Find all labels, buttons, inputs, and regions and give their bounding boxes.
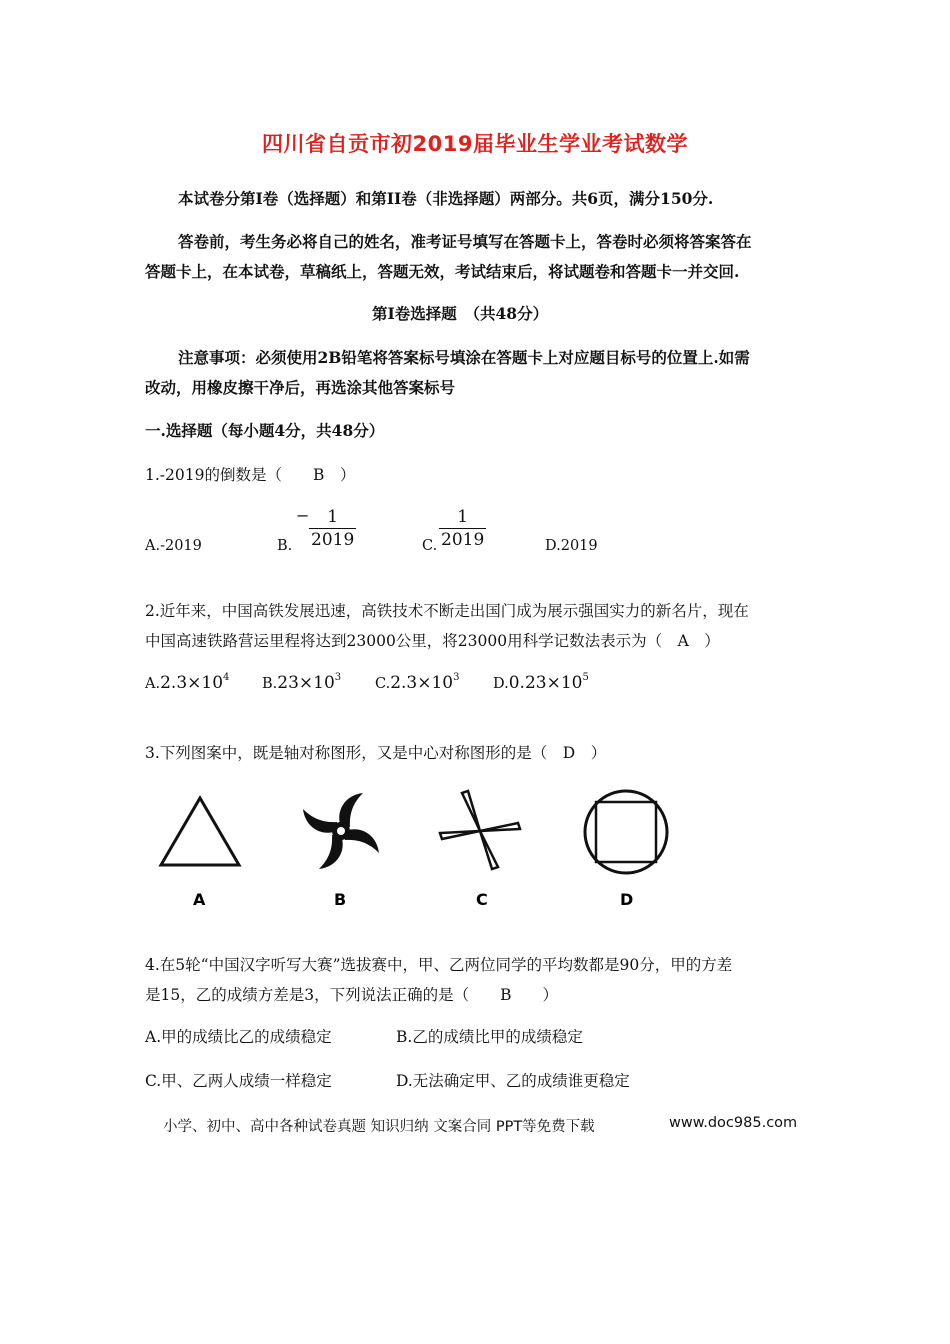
- q1-option-b-fraction: [309, 506, 356, 551]
- q1-option-c-denominator: 2019: [441, 530, 485, 550]
- instructions-line-1: 答卷前，考生务必将自己的姓名，准考证号填写在答题卡上，答卷时必须将答案答在: [178, 232, 752, 251]
- q1-option-b-denominator: 2019: [311, 530, 355, 550]
- q4-option-d: D.无法确定甲、乙的成绩谁更稳定: [396, 1072, 630, 1090]
- q1-stem: 1.-2019的倒数是（ B ）: [145, 466, 356, 484]
- figure-a-triangle: [161, 798, 239, 865]
- q2-option-a: [145, 672, 229, 693]
- figure-b-label: B: [334, 890, 347, 909]
- q2-option-d-prefix: D.: [493, 676, 509, 692]
- q4-line-1: 4.在5轮“中国汉字听写大赛”选拔赛中，甲、乙两位同学的平均数都是90分，甲的方差: [145, 956, 733, 974]
- figure-d-label: D: [620, 890, 634, 909]
- instructions-line-2: 答题卡上，在本试卷，草稿纸上，答题无效，考试结束后，将试题卷和答题卡一并交回.: [145, 262, 740, 281]
- footer-url[interactable]: www.doc985.com: [669, 1115, 798, 1131]
- q2-option-d: [493, 672, 589, 693]
- q3-stem: 3.下列图案中，既是轴对称图形，又是中心对称图形的是（ D ）: [145, 744, 607, 762]
- q1-option-a: A.-2019: [145, 538, 202, 554]
- part1-heading: 一.选择题（每小题4分，共48分）: [145, 421, 385, 440]
- q4-option-a: A.甲的成绩比乙的成绩稳定: [145, 1028, 332, 1046]
- notice-line-2: 改动，用橡皮擦干净后，再选涂其他答案标号: [145, 378, 456, 397]
- figure-c-pinwheel: [440, 791, 520, 869]
- q2-line-1: 2.近年来，中国高铁发展迅速，高铁技术不断走出国门成为展示强国实力的新名片，现在: [145, 602, 749, 620]
- q1-option-b-prefix: B.: [277, 538, 293, 554]
- q2-option-b-base: 23×10: [277, 673, 335, 693]
- figure-d-circle-square: [585, 791, 667, 873]
- q2-option-a-exponent: 4: [223, 672, 230, 683]
- figure-b-swirl: [303, 793, 379, 869]
- document-title: 四川省自贡市初2019届毕业生学业考试数学: [262, 132, 688, 156]
- q1-option-c-numerator: 1: [457, 507, 469, 527]
- q1-option-b-sign: −: [296, 506, 310, 525]
- q2-option-b-prefix: B.: [262, 676, 278, 692]
- q1-option-b-numerator: 1: [327, 507, 339, 527]
- q2-option-b: [262, 672, 341, 693]
- q2-option-c-prefix: C.: [375, 676, 391, 692]
- q4-option-c: C.甲、乙两人成绩一样稳定: [145, 1072, 332, 1090]
- q1-option-c-prefix: C.: [422, 538, 438, 554]
- q1-option-c-fraction: [439, 506, 486, 551]
- q4-option-b: B.乙的成绩比甲的成绩稳定: [396, 1028, 583, 1046]
- q1-option-d: D.2019: [545, 538, 598, 554]
- q2-line-2: 中国高速铁路营运里程将达到23000公里，将23000用科学记数法表示为（ A ）: [145, 632, 720, 650]
- intro-text: 本试卷分第Ⅰ卷（选择题）和第II卷（非选择题）两部分。共6页，满分150分.: [178, 189, 714, 208]
- q2-option-d-base: 0.23×10: [508, 673, 583, 693]
- section-heading: 第Ⅰ卷选择题 （共48分）: [372, 304, 549, 323]
- q2-option-c-base: 2.3×10: [390, 673, 454, 693]
- notice-line-1: 注意事项：必须使用2B铅笔将答案标号填涂在答题卡上对应题目标号的位置上.如需: [178, 348, 750, 367]
- q2-option-a-prefix: A.: [145, 676, 161, 692]
- q2-option-c: [375, 672, 459, 693]
- q2-option-a-base: 2.3×10: [160, 673, 224, 693]
- q2-option-b-exponent: 3: [334, 672, 342, 683]
- q2-option-d-exponent: 5: [582, 672, 589, 683]
- q2-option-c-exponent: 3: [453, 672, 460, 683]
- figure-a-label: A: [193, 890, 206, 909]
- q4-line-2: 是15，乙的成绩方差是3，下列说法正确的是（ B ）: [145, 986, 558, 1004]
- footer-text: 小学、初中、高中各种试卷真题 知识归纳 文案合同 PPT等免费下载: [163, 1119, 595, 1135]
- q3-figures: [140, 780, 700, 915]
- figure-c-label: C: [476, 890, 488, 909]
